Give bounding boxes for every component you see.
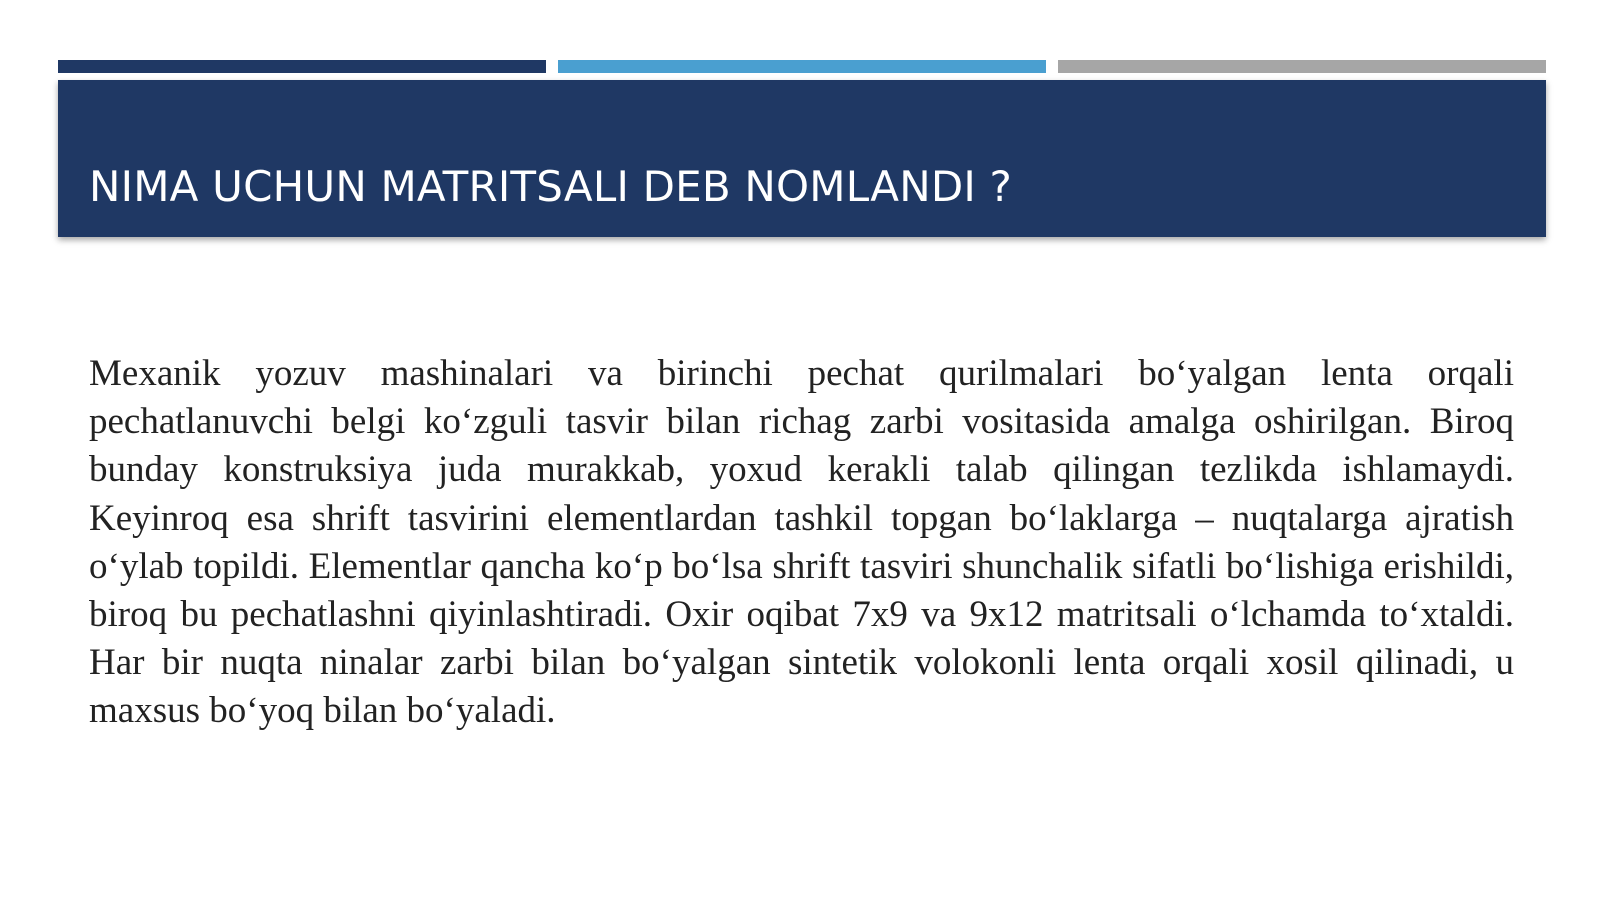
- accent-bar-blue: [558, 60, 1046, 73]
- slide-title: NIMA UCHUN MATRITSALI DEB NOMLANDI ?: [89, 162, 1013, 211]
- title-band: [58, 80, 1546, 237]
- slide-body-text: Mexanik yozuv mashinalari va birinchi pechat qurilmalari bo‘yalgan lenta orqali pechatlanuvchi belgi ko‘zguli tasvir bilan richag zarbi vositasida amalga oshirilgan. Biroq bunday konstruksiya juda murakkab, yoxud kerakli talab qilingan tezlikda ishlamaydi. Keyinroq esa shrift tasvirini elementlardan tashkil topgan bo‘laklarga – nuqtalarga ajratish o‘ylab topildi. Elementlar qancha ko‘p bo‘lsa shrift tasviri shunchalik sifatli bo‘lishiga erishildi, biroq bu pechatlashni qiyinlashtiradi. Oxir oqibat 7x9 va 9x12 matritsali o‘lchamda to‘xtaldi. Har bir nuqta ninalar zarbi bilan bo‘yalgan sintetik volokonli lenta orqali xosil qilinadi, u maxsus bo‘yoq bilan bo‘yaladi.: [89, 353, 1514, 732]
- accent-bar-gray: [1058, 60, 1546, 73]
- accent-bar-dark: [58, 60, 546, 73]
